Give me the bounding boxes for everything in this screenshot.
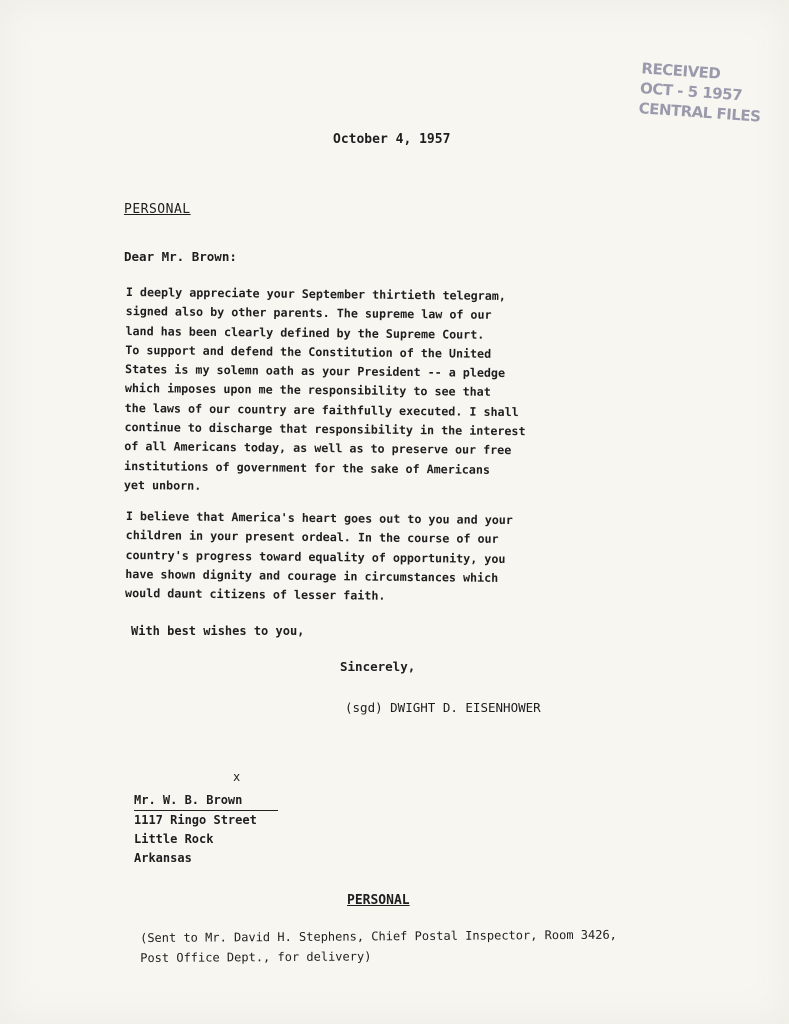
delivery-note-line: (Sent to Mr. David H. Stephens, Chief Postal Inspector, Room 3426, <box>140 927 617 945</box>
received-stamp <box>638 58 761 126</box>
handwritten-mark: x <box>233 770 241 784</box>
paragraph-line: land has been clearly defined by the Supreme Court. <box>125 323 485 342</box>
paragraph-line: children in your present ordeal. In the course of our <box>125 528 499 547</box>
paragraph-line: continue to discharge that responsibility in the interest <box>124 420 526 439</box>
letter-date: October 4, 1957 <box>333 132 451 147</box>
paragraph-line: which imposes upon me the responsibility to see that <box>124 381 491 400</box>
stamp-line-files: CENTRAL FILES <box>638 99 761 126</box>
sign-off: Sincerely, <box>340 659 416 674</box>
paragraph-line: To support and defend the Constitution of the United <box>125 342 492 361</box>
closing-line: With best wishes to you, <box>131 624 305 638</box>
paragraph-line: have shown dignity and courage in circumstances which <box>125 566 499 585</box>
body-paragraph-1 <box>124 283 606 500</box>
paragraph-line: would daunt citizens of lesser faith. <box>125 586 386 603</box>
paragraph-line: I deeply appreciate your September thirtieth telegram, <box>125 284 506 303</box>
paragraph-line: the laws of our country are faithfully executed. I shall <box>124 400 519 419</box>
paragraph-line: signed also by other parents. The supreme law of our <box>125 304 492 323</box>
paragraph-line: I believe that America's heart goes out to you and your <box>125 508 513 528</box>
stamp-line-date: OCT - 5 1957 <box>639 79 743 105</box>
recipient-state: Arkansas <box>134 851 192 865</box>
paragraph-line: yet unborn. <box>123 477 202 493</box>
body-paragraph-2 <box>125 507 606 609</box>
delivery-note-line: Post Office Dept., for delivery) <box>140 949 372 965</box>
salutation: Dear Mr. Brown: <box>124 249 237 264</box>
recipient-name: Mr. W. B. Brown <box>134 791 278 811</box>
signature-line: (sgd) DWIGHT D. EISENHOWER <box>345 700 541 715</box>
paragraph-line: country's progress toward equality of opportunity, you <box>125 547 506 566</box>
recipient-street: 1117 Ringo Street <box>134 813 257 827</box>
paragraph-line: States is my solemn oath as your President -- a pledge <box>125 362 506 381</box>
paragraph-line: of all Americans today, as well as to preserve our free <box>124 439 512 458</box>
paragraph-line: institutions of government for the sake of Americans <box>124 458 491 477</box>
delivery-note <box>140 925 617 968</box>
personal-heading: PERSONAL <box>124 202 191 217</box>
recipient-address <box>134 791 278 868</box>
recipient-city: Little Rock <box>134 832 214 846</box>
stamp-line-received: RECEIVED <box>640 59 721 83</box>
personal-footer-heading: PERSONAL <box>347 893 410 908</box>
